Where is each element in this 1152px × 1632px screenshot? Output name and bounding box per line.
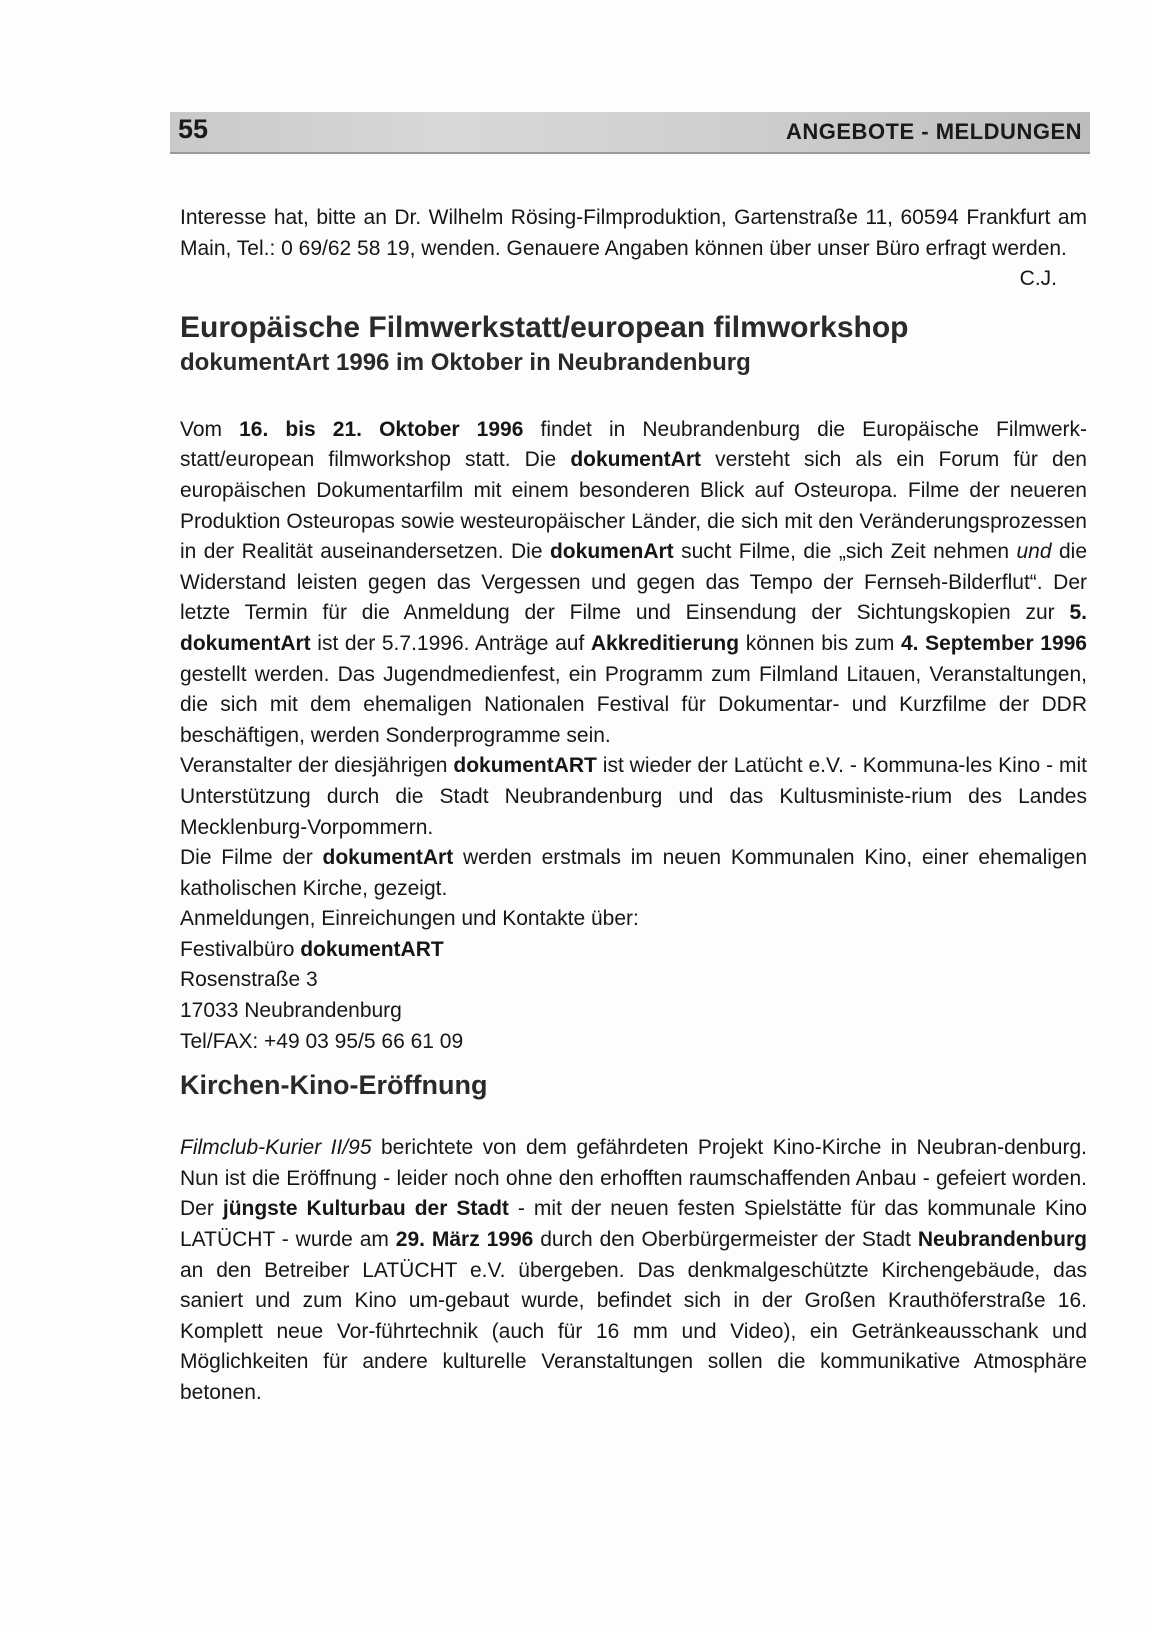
intro-paragraph: Interesse hat, bitte an Dr. Wilhelm Rösing-Filmproduktion, Gartenstraße 11, 60594 Frankfurt am Main, Tel.: 0 69/62 58 19, wenden. Genauere Angaben können über unser Büro erfragt werden.	[180, 206, 1087, 260]
article-paragraph-1: Vom 16. bis 21. Oktober 1996 findet in Neubrandenburg die Europäische Filmwerk-statt/european filmworkshop statt. Die dokumentArt versteht sich als ein Forum für den europäischen Dokumentarfilm mit einem besonderen Blick auf Osteuropa. Filme der neueren Produktion Osteuropas sowie westeuropäischer Länder, die sich mit den Veränderungsprozessen in der Realität auseinandersetzen. Die dokumenArt sucht Filme, die „sich Zeit nehmen und die Widerstand leisten gegen das Vergessen und gegen das Tempo der Fernseh-Bilderflut“. Der letzte Termin für die Anmeldung der Filme und Einsendung der Sichtungskopien zur 5. dokumentArt ist der 5.7.1996. Anträge auf Akkreditierung können bis zum 4. September 1996 gestellt werden. Das Jugendmedienfest, ein Programm zum Filmland Litauen, Veranstaltungen, die sich mit dem ehemaligen Nationalen Festival für Dokumentar- und Kurzfilme der DDR beschäftigen, werden Sonderprogramme sein.	[180, 417, 1087, 747]
contact-street: Rosenstraße 3	[180, 968, 318, 992]
section-label: ANGEBOTE - MELDUNGEN	[786, 119, 1082, 144]
contact-organization: Festivalbüro dokumentART	[180, 937, 444, 961]
article-subtitle: dokumentArt 1996 im Oktober in Neubrandenburg	[180, 348, 751, 376]
article-paragraph-2: Veranstalter der diesjährigen dokumentART ist wieder der Latücht e.V. - Kommuna-les Kino - mit Unterstützung durch die Stadt Neubrandenburg und das Kultusministe-rium des Landes Mecklenburg-Vorpommern.	[180, 754, 1087, 839]
page-content	[180, 203, 1087, 1409]
article-paragraph-3: Die Filme der dokumentArt werden erstmals im neuen Kommunalen Kino, einer ehemaligen katholischen Kirche, gezeigt.	[180, 846, 1088, 900]
article-body	[180, 415, 1087, 1057]
article-title: Europäische Filmwerkstatt/european filmworkshop	[180, 310, 909, 344]
contact-phone: Tel/FAX: +49 03 95/5 66 61 09	[180, 1029, 464, 1053]
contact-city: 17033 Neubrandenburg	[180, 999, 402, 1023]
contact-block	[180, 904, 1087, 1057]
article-2-body	[180, 1133, 1087, 1408]
article-2-paragraph: Filmclub-Kurier II/95 berichtete von dem gefährdeten Projekt Kino-Kirche in Neubran-denburg. Nun ist die Eröffnung - leider noch ohne den erhofften raumschaffenden Anbau - gefeiert worden. Der jüngste Kulturbau der Stadt - mit der neuen festen Spielstätte für das kommunale Kino LATÜCHT - wurde am 29. März 1996 durch den Oberbürgermeister der Stadt Neubrandenburg an den Betreiber LATÜCHT e.V. übergeben. Das denkmalgeschützte Kirchengebäude, das saniert und zum Kino um-gebaut wurde, befindet sich in der Großen Krauthöferstraße 16. Komplett neue Vor-führtechnik (auch für 16 mm und Video), ein Getränkeausschank und Möglichkeiten für andere kulturelle Veranstaltungen sollen die kommunikative Atmosphäre betonen.	[180, 1136, 1087, 1404]
intro-signature: C.J.	[1019, 267, 1057, 291]
intro-signature-line	[180, 264, 1087, 295]
contact-intro: Anmeldungen, Einreichungen und Kontakte über:	[180, 907, 639, 931]
page-number: 55	[178, 114, 209, 144]
article-2-title: Kirchen-Kino-Eröffnung	[180, 1070, 488, 1101]
